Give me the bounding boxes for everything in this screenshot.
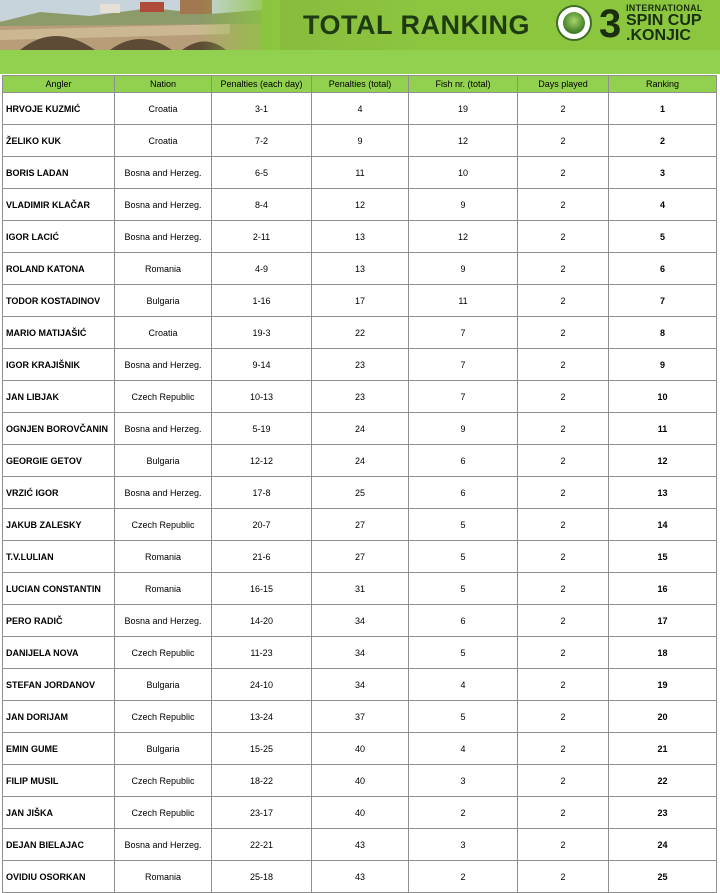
- nation-cell: Romania: [115, 573, 212, 605]
- angler-cell: OVIDIU OSORKAN: [3, 861, 115, 893]
- column-header-penalties-total: Penalties (total): [312, 76, 409, 93]
- penalties-total-cell: 13: [312, 253, 409, 285]
- ranking-cell: 22: [609, 765, 717, 797]
- penalties-total-cell: 40: [312, 733, 409, 765]
- penalties-each-day-cell: 6-5: [212, 157, 312, 189]
- column-header-days-played: Days played: [518, 76, 609, 93]
- angler-cell: BORIS LADAN: [3, 157, 115, 189]
- angler-cell: T.V.LULIAN: [3, 541, 115, 573]
- nation-cell: Czech Republic: [115, 509, 212, 541]
- penalties-each-day-cell: 18-22: [212, 765, 312, 797]
- fish-total-cell: 2: [409, 861, 518, 893]
- penalties-each-day-cell: 23-17: [212, 797, 312, 829]
- ranking-cell: 20: [609, 701, 717, 733]
- table-row: [3, 861, 717, 893]
- days-played-cell: 2: [518, 189, 609, 221]
- header-banner: [0, 0, 720, 50]
- angler-cell: JAKUB ZALESKY: [3, 509, 115, 541]
- days-played-cell: 2: [518, 797, 609, 829]
- table-row: [3, 797, 717, 829]
- angler-cell: DANIJELA NOVA: [3, 637, 115, 669]
- penalties-each-day-cell: 14-20: [212, 605, 312, 637]
- penalties-each-day-cell: 13-24: [212, 701, 312, 733]
- ranking-cell: 10: [609, 381, 717, 413]
- nation-cell: Bosna and Herzeg.: [115, 605, 212, 637]
- nation-cell: Bosna and Herzeg.: [115, 189, 212, 221]
- nation-cell: Bosna and Herzeg.: [115, 221, 212, 253]
- days-played-cell: 2: [518, 157, 609, 189]
- ranking-cell: 21: [609, 733, 717, 765]
- table-row: [3, 573, 717, 605]
- ranking-cell: 24: [609, 829, 717, 861]
- penalties-total-cell: 43: [312, 829, 409, 861]
- days-played-cell: 2: [518, 317, 609, 349]
- nation-cell: Romania: [115, 253, 212, 285]
- page-title: TOTAL RANKING: [303, 10, 530, 40]
- table-row: [3, 541, 717, 573]
- nation-cell: Czech Republic: [115, 701, 212, 733]
- penalties-total-cell: 22: [312, 317, 409, 349]
- days-played-cell: 2: [518, 253, 609, 285]
- table-row: [3, 413, 717, 445]
- table-row: [3, 125, 717, 157]
- penalties-total-cell: 34: [312, 637, 409, 669]
- days-played-cell: 2: [518, 349, 609, 381]
- fish-total-cell: 6: [409, 477, 518, 509]
- penalties-each-day-cell: 7-2: [212, 125, 312, 157]
- table-row: [3, 381, 717, 413]
- table-row: [3, 605, 717, 637]
- penalties-each-day-cell: 17-8: [212, 477, 312, 509]
- fish-total-cell: 10: [409, 157, 518, 189]
- penalties-total-cell: 31: [312, 573, 409, 605]
- ranking-cell: 5: [609, 221, 717, 253]
- angler-cell: IGOR KRAJIŠNIK: [3, 349, 115, 381]
- nation-cell: Bosna and Herzeg.: [115, 413, 212, 445]
- fish-total-cell: 7: [409, 317, 518, 349]
- table-row: [3, 509, 717, 541]
- penalties-total-cell: 9: [312, 125, 409, 157]
- days-played-cell: 2: [518, 573, 609, 605]
- nation-cell: Bulgaria: [115, 733, 212, 765]
- penalties-total-cell: 13: [312, 221, 409, 253]
- ranking-table: [2, 75, 717, 893]
- nation-cell: Bosna and Herzeg.: [115, 829, 212, 861]
- table-row: [3, 157, 717, 189]
- table-row: [3, 637, 717, 669]
- penalties-each-day-cell: 8-4: [212, 189, 312, 221]
- fish-total-cell: 12: [409, 221, 518, 253]
- penalties-each-day-cell: 11-23: [212, 637, 312, 669]
- table-row: [3, 93, 717, 125]
- nation-cell: Bosna and Herzeg.: [115, 157, 212, 189]
- fish-total-cell: 9: [409, 413, 518, 445]
- nation-cell: Croatia: [115, 317, 212, 349]
- days-played-cell: 2: [518, 861, 609, 893]
- ranking-cell: 3: [609, 157, 717, 189]
- column-header-penalties-each-day: Penalties (each day): [212, 76, 312, 93]
- ranking-cell: 1: [609, 93, 717, 125]
- penalties-each-day-cell: 3-1: [212, 93, 312, 125]
- table-row: [3, 669, 717, 701]
- ranking-cell: 11: [609, 413, 717, 445]
- angler-cell: TODOR KOSTADINOV: [3, 285, 115, 317]
- fish-total-cell: 6: [409, 445, 518, 477]
- club-logo-icon: [556, 5, 592, 41]
- ranking-cell: 9: [609, 349, 717, 381]
- days-played-cell: 2: [518, 701, 609, 733]
- table-row: [3, 733, 717, 765]
- penalties-total-cell: 37: [312, 701, 409, 733]
- ranking-cell: 18: [609, 637, 717, 669]
- days-played-cell: 2: [518, 605, 609, 637]
- fish-total-cell: 9: [409, 253, 518, 285]
- nation-cell: Czech Republic: [115, 637, 212, 669]
- fish-total-cell: 3: [409, 829, 518, 861]
- penalties-total-cell: 4: [312, 93, 409, 125]
- days-played-cell: 2: [518, 477, 609, 509]
- penalties-total-cell: 34: [312, 669, 409, 701]
- nation-cell: Romania: [115, 861, 212, 893]
- table-header-row: [3, 76, 717, 93]
- penalties-total-cell: 34: [312, 605, 409, 637]
- fish-total-cell: 12: [409, 125, 518, 157]
- days-played-cell: 2: [518, 413, 609, 445]
- penalties-total-cell: 43: [312, 861, 409, 893]
- nation-cell: Czech Republic: [115, 797, 212, 829]
- fish-total-cell: 9: [409, 189, 518, 221]
- column-header-nation: Nation: [115, 76, 212, 93]
- angler-cell: ŽELIKO KUK: [3, 125, 115, 157]
- penalties-each-day-cell: 20-7: [212, 509, 312, 541]
- penalties-each-day-cell: 4-9: [212, 253, 312, 285]
- penalties-each-day-cell: 22-21: [212, 829, 312, 861]
- angler-cell: DEJAN BIELAJAC: [3, 829, 115, 861]
- penalties-total-cell: 27: [312, 541, 409, 573]
- nation-cell: Croatia: [115, 125, 212, 157]
- table-row: [3, 253, 717, 285]
- penalties-total-cell: 27: [312, 509, 409, 541]
- angler-cell: PERO RADIČ: [3, 605, 115, 637]
- table-row: [3, 445, 717, 477]
- fish-total-cell: 5: [409, 541, 518, 573]
- days-played-cell: 2: [518, 285, 609, 317]
- table-row: [3, 221, 717, 253]
- angler-cell: FILIP MUSIL: [3, 765, 115, 797]
- header-band: [0, 50, 720, 74]
- fish-total-cell: 6: [409, 605, 518, 637]
- days-played-cell: 2: [518, 509, 609, 541]
- days-played-cell: 2: [518, 445, 609, 477]
- logo-line-1: INTERNATIONAL: [626, 3, 703, 13]
- table-row: [3, 285, 717, 317]
- ranking-cell: 7: [609, 285, 717, 317]
- angler-cell: MARIO MATIJAŠIĆ: [3, 317, 115, 349]
- ranking-cell: 14: [609, 509, 717, 541]
- ranking-cell: 25: [609, 861, 717, 893]
- ranking-cell: 17: [609, 605, 717, 637]
- penalties-total-cell: 11: [312, 157, 409, 189]
- penalties-each-day-cell: 1-16: [212, 285, 312, 317]
- angler-cell: STEFAN JORDANOV: [3, 669, 115, 701]
- nation-cell: Bulgaria: [115, 445, 212, 477]
- angler-cell: JAN LIBJAK: [3, 381, 115, 413]
- ranking-cell: 12: [609, 445, 717, 477]
- days-played-cell: 2: [518, 829, 609, 861]
- fish-total-cell: 19: [409, 93, 518, 125]
- penalties-each-day-cell: 16-15: [212, 573, 312, 605]
- column-header-ranking: Ranking: [609, 76, 717, 93]
- angler-cell: JAN JIŠKA: [3, 797, 115, 829]
- table-row: [3, 317, 717, 349]
- days-played-cell: 2: [518, 221, 609, 253]
- ranking-cell: 2: [609, 125, 717, 157]
- fish-total-cell: 2: [409, 797, 518, 829]
- column-header-angler: Angler: [3, 76, 115, 93]
- angler-cell: IGOR LACIĆ: [3, 221, 115, 253]
- logo-text: [626, 3, 703, 43]
- angler-cell: JAN DORIJAM: [3, 701, 115, 733]
- ranking-cell: 13: [609, 477, 717, 509]
- ranking-cell: 16: [609, 573, 717, 605]
- fish-total-cell: 11: [409, 285, 518, 317]
- nation-cell: Romania: [115, 541, 212, 573]
- nation-cell: Czech Republic: [115, 381, 212, 413]
- penalties-total-cell: 24: [312, 413, 409, 445]
- ranking-cell: 15: [609, 541, 717, 573]
- penalties-total-cell: 23: [312, 381, 409, 413]
- penalties-each-day-cell: 12-12: [212, 445, 312, 477]
- penalties-each-day-cell: 9-14: [212, 349, 312, 381]
- fish-total-cell: 7: [409, 349, 518, 381]
- nation-cell: Bosna and Herzeg.: [115, 349, 212, 381]
- angler-cell: GEORGIE GETOV: [3, 445, 115, 477]
- fish-total-cell: 4: [409, 733, 518, 765]
- ranking-cell: 19: [609, 669, 717, 701]
- fish-total-cell: 3: [409, 765, 518, 797]
- penalties-total-cell: 12: [312, 189, 409, 221]
- angler-cell: VLADIMIR KLAČAR: [3, 189, 115, 221]
- nation-cell: Bosna and Herzeg.: [115, 477, 212, 509]
- penalties-total-cell: 17: [312, 285, 409, 317]
- logo-line-2: SPIN CUP: [626, 12, 702, 29]
- table-row: [3, 765, 717, 797]
- penalties-total-cell: 40: [312, 765, 409, 797]
- days-played-cell: 2: [518, 669, 609, 701]
- days-played-cell: 2: [518, 125, 609, 157]
- fish-total-cell: 5: [409, 637, 518, 669]
- angler-cell: LUCIAN CONSTANTIN: [3, 573, 115, 605]
- penalties-total-cell: 40: [312, 797, 409, 829]
- table-row: [3, 829, 717, 861]
- days-played-cell: 2: [518, 541, 609, 573]
- table-row: [3, 349, 717, 381]
- penalties-each-day-cell: 25-18: [212, 861, 312, 893]
- table-row: [3, 701, 717, 733]
- penalties-each-day-cell: 21-6: [212, 541, 312, 573]
- fish-total-cell: 4: [409, 669, 518, 701]
- nation-cell: Bulgaria: [115, 285, 212, 317]
- ranking-cell: 23: [609, 797, 717, 829]
- days-played-cell: 2: [518, 765, 609, 797]
- fish-total-cell: 5: [409, 701, 518, 733]
- ranking-cell: 4: [609, 189, 717, 221]
- penalties-total-cell: 23: [312, 349, 409, 381]
- penalties-each-day-cell: 10-13: [212, 381, 312, 413]
- table-row: [3, 189, 717, 221]
- angler-cell: EMIN GUME: [3, 733, 115, 765]
- days-played-cell: 2: [518, 733, 609, 765]
- days-played-cell: 2: [518, 637, 609, 669]
- penalties-each-day-cell: 19-3: [212, 317, 312, 349]
- ranking-cell: 8: [609, 317, 717, 349]
- column-header-fish-total: Fish nr. (total): [409, 76, 518, 93]
- days-played-cell: 2: [518, 381, 609, 413]
- days-played-cell: 2: [518, 93, 609, 125]
- fish-total-cell: 5: [409, 573, 518, 605]
- angler-cell: HRVOJE KUZMIĆ: [3, 93, 115, 125]
- penalties-each-day-cell: 5-19: [212, 413, 312, 445]
- fish-total-cell: 7: [409, 381, 518, 413]
- nation-cell: Croatia: [115, 93, 212, 125]
- angler-cell: VRZIĆ IGOR: [3, 477, 115, 509]
- angler-cell: ROLAND KATONA: [3, 253, 115, 285]
- nation-cell: Bulgaria: [115, 669, 212, 701]
- penalties-total-cell: 25: [312, 477, 409, 509]
- angler-cell: OGNJEN BOROVČANIN: [3, 413, 115, 445]
- fish-total-cell: 5: [409, 509, 518, 541]
- penalties-each-day-cell: 15-25: [212, 733, 312, 765]
- table-row: [3, 477, 717, 509]
- penalties-total-cell: 24: [312, 445, 409, 477]
- ranking-cell: 6: [609, 253, 717, 285]
- logo-number: 3: [599, 2, 622, 46]
- penalties-each-day-cell: 24-10: [212, 669, 312, 701]
- nation-cell: Czech Republic: [115, 765, 212, 797]
- logo-line-3: .KONJIC: [626, 27, 691, 44]
- penalties-each-day-cell: 2-11: [212, 221, 312, 253]
